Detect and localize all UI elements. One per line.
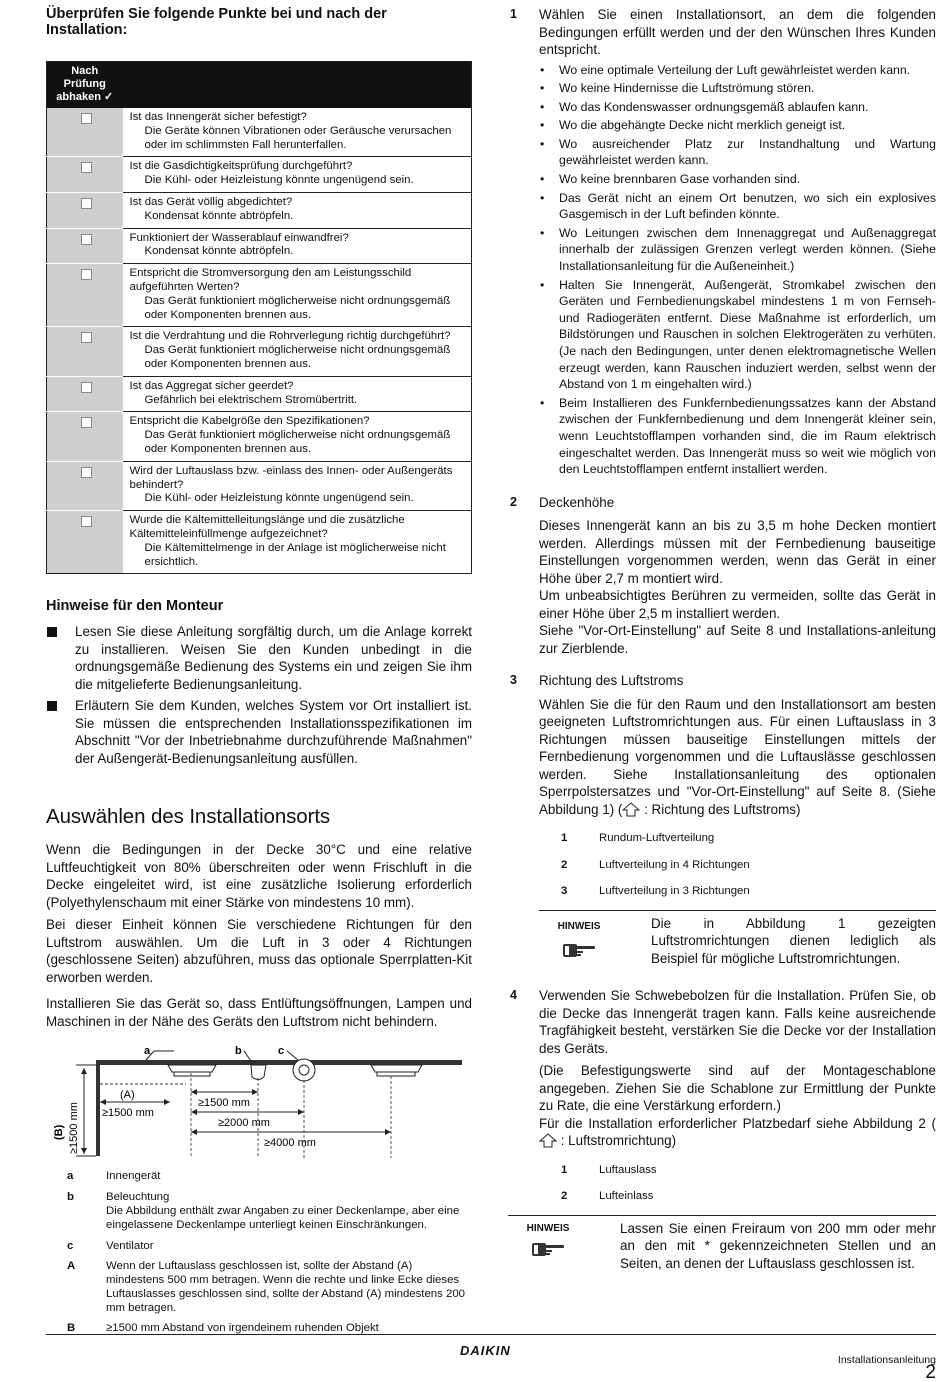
checklist-answer: Das Gerät funktioniert möglicherweise nicht ordnungsgemäß oder Komponenten brennen aus. <box>144 344 451 370</box>
bullet-list <box>539 62 936 478</box>
checklist-question: Entspricht die Kabelgröße den Spezifikationen? <box>129 415 370 428</box>
list-item: 2 Lufteinlass <box>561 1190 654 1203</box>
note-label: HINWEIS <box>557 920 601 932</box>
legend-row: B ≥1500 mm Abstand von irgendeinem ruhenden Objekt <box>67 1322 379 1335</box>
airflow-arrow-icon <box>539 1133 557 1148</box>
pointing-hand-icon <box>530 1240 566 1258</box>
note-label: HINWEIS <box>526 1222 570 1234</box>
bullet-item: • Wo ausreichender Platz zur Instandhaltung und Wartung gewährleistet werden kann. <box>539 136 936 169</box>
checklist-question: Ist das Gerät völlig abgedichtet? <box>129 195 293 208</box>
diagram-dim-4000: ≥4000 mm <box>264 1137 316 1150</box>
clearance-diagram-svg <box>46 1040 472 1158</box>
list-item: 1 Rundum-Luftverteilung <box>561 832 715 845</box>
checklist-row <box>47 108 472 157</box>
legend-row: c Ventilator <box>67 1239 154 1252</box>
bullet-item: • Wo eine optimale Verteilung der Luft gewährleistet werden kann. <box>539 62 936 79</box>
checklist-header: Nach Prüfung abhaken ✓ <box>47 62 123 109</box>
footer-label: Installationsanleitung <box>837 1354 936 1366</box>
square-bullet-icon <box>47 627 57 637</box>
checklist-row <box>47 376 472 412</box>
checkbox[interactable] <box>81 113 92 124</box>
checklist-title: Überprüfen Sie folgende Punkte bei und nach der Installation: <box>46 6 387 38</box>
checklist-answer: Das Gerät funktioniert möglicherweise nicht ordnungsgemäß oder Komponenten brennen aus. <box>144 294 451 321</box>
diagram-dim-B: ≥1500 mm <box>68 1102 80 1155</box>
hinweise-item: Lesen Sie diese Anleitung sorgfältig durch, um die Anlage korrekt zu installieren. Weisen Sie den Kunden unbedingt in die ordnungsgemäße Bedienung des Systems ein und zeigen Sie ihm die mitgelieferte Bedienungsanleitung. <box>46 623 472 693</box>
checklist-row <box>47 157 472 193</box>
checklist-answer: Kondensat könnte abtröpfeln. <box>144 209 294 222</box>
checklist-question: Ist die Verdrahtung und die Rohrverlegung richtig durchgeführt? <box>129 330 451 343</box>
diagram-dim-1500: ≥1500 mm <box>198 1097 250 1110</box>
checklist-row <box>47 511 472 574</box>
right-column <box>508 6 936 1272</box>
checkbox[interactable] <box>81 417 92 428</box>
checklist-row <box>47 228 472 264</box>
numbered-item-2: 2 Deckenhöhe Dieses Innengerät kann an bis zu 3,5 m hohe Decken montiert werden. Allerdings müssen mit der Fernbedienung bauseitige Einstellungen vorgenommen werden, wenn das Gerät in einer Höhe über 2,7 m montiert wird. Um unbeabsichtigtes Berühren zu vermeiden, sollte das Gerät in einer Höhe über 2,5 m installiert werden. Siehe "Vor-Ort-Einstellung" auf Seite 8 und Installations-anleitung zur Zierblende. <box>510 494 936 656</box>
numbered-item-4: 4 Verwenden Sie Schwebebolzen für die Installation. Prüfen Sie, ob die Decke das Innengerät tragen kann. Falls keine ausreichende Tragfähigkeit besteht, verstärken Sie die Decke vor der Installation des Geräts. (Die Befestigungswerte sind auf der Montageschablone angegeben. Ziehen Sie die Schablone zur Ermittlung der Punkte zu Rate, die eine Verstärkung erfordern.) Für die Installation erforderlicher Platzbedarf siehe Abbildung 2 ( : Luftstromrichtung) 1 Luftauslass 2 Lufteinlass <box>508 987 936 1206</box>
airflow-arrow-icon <box>622 802 640 817</box>
hinweise-title: Hinweise für den Monteur <box>46 598 224 615</box>
checkbox[interactable] <box>81 467 92 478</box>
legend-row: a Innengerät <box>67 1170 161 1183</box>
diagram-label-b: b <box>235 1045 242 1058</box>
daikin-logo: DAIKIN <box>460 1343 511 1358</box>
diagram-dim-A: ≥1500 mm <box>102 1107 154 1120</box>
checklist-question: Ist die Gasdichtigkeitsprüfung durchgeführt? <box>129 160 353 173</box>
bullet-item: • Wo keine brennbaren Gase vorhanden sind. <box>539 171 936 188</box>
checklist-answer: Die Kühl- oder Heizleistung könnte ungenügend sein. <box>144 174 414 187</box>
checklist-answer: Gefährlich bei elektrischem Stromübertritt. <box>144 393 358 406</box>
checklist-question: Wurde die Kältemittelleitungslänge und die zusätzliche Kältemitteleinfüllmenge aufgezeichnet? <box>129 514 405 540</box>
checklist-question: Wird der Luftauslass bzw. -einlass des Innen- oder Außengeräts behindert? <box>129 464 453 491</box>
bullet-item: • Beim Installieren des Funkfernbedienungssatzes kann der Abstand zwischen der Funkfernbedienung und dem Innengerät kleiner sein, wenn Leuchtstofflampen vorhanden sind, die im Raum elektrisch eingeschaltet werden. Das Innengerät muss so weit wie möglich von den Leuchtstofflampen entfernt installiert werden. <box>539 395 936 478</box>
list-item: 3 Luftverteilung in 3 Richtungen <box>561 885 750 898</box>
checklist-question: Ist das Innengerät sicher befestigt? <box>129 111 307 123</box>
installort-title: Auswählen des Installationsorts <box>46 805 331 829</box>
diagram-label-a: a <box>144 1045 151 1058</box>
checkbox[interactable] <box>81 269 92 280</box>
diagram-label-A: (A) <box>120 1089 135 1102</box>
diagram-label-B: (B) <box>53 1125 65 1141</box>
installort-paragraph: Wenn die Bedingungen in der Decke 30°C und eine relative Luftfeuchtigkeit von 80% überschreiten oder wenn Frischluft in die Decke eingeleitet wird, ist eine zusätzliche Isolierung erforderlich (Polyethylenschaum mit einer Stärke von mindestens 10 mm). <box>46 842 472 910</box>
space-list <box>539 1162 936 1206</box>
checklist-answer: Das Gerät funktioniert möglicherweise nicht ordnungsgemäß oder Komponenten brennen aus. <box>144 429 451 455</box>
checkbox[interactable] <box>81 516 92 527</box>
airflow-list <box>539 830 936 901</box>
page-number: 2 <box>925 1362 936 1382</box>
checkbox[interactable] <box>81 198 92 209</box>
numbered-item-3: 3 Richtung des Luftstroms Wählen Sie die für den Raum und den Installationsort am besten geeigneten Luftstromrichtungen aus. Für einen Luftauslass in 3 Richtungen müssen bauseitige Einstellungen mittels der Fernbedienung vorgenommen und die Luftauslässe geschlossen werden. Siehe Installationsanleitung des optionalen Sperrpolstersatzes und "Vor-Ort-Einstellung" auf Seite 8. (Siehe Abbildung 1) ( : Richtung des Luftstroms) 1 Rundum-Luftverteilung 2 Luftverteilung in 4 Richtungen 3 Luftverteilung in 3 Richtungen HINWEIS Die in Abbildung 1 gezeigten Luftstromrichtungen dienen lediglich als Beispiel für mögliche Luftstromrichtungen. <box>510 673 936 966</box>
checklist-answer: Kondensat könnte abtröpfeln. <box>144 245 294 258</box>
checklist-answer: Die Kühl- oder Heizleistung könnte ungenügend sein. <box>144 492 414 505</box>
checklist-question: Entspricht die Stromversorgung den am Leistungsschild aufgeführten Werten? <box>129 267 412 293</box>
square-bullet-icon <box>47 701 57 711</box>
installation-clearance-diagram <box>46 1040 472 1158</box>
installort-paragraph: Installieren Sie das Gerät so, dass Entlüftungsöffnungen, Lampen und Maschinen in der Nähe des Geräts den Luftstrom nicht behindern. <box>46 996 472 1029</box>
bullet-item: • Das Gerät nicht an einem Ort benutzen, wo sich ein explosives Gasgemisch in der Luft befinden könnte. <box>539 190 936 223</box>
list-item: 1 Luftauslass <box>561 1163 657 1176</box>
diagram-label-c: c <box>278 1045 285 1058</box>
checklist-row <box>47 461 472 510</box>
numbered-item-1: 1 Wählen Sie einen Installationsort, an dem die folgenden Bedingungen erfüllt werden und der den Wünschen Ihres Kunden entspricht. • Wo eine optimale Verteilung der Luft gewährleistet werden kann. • Wo keine Hindernisse die Luftströmung stören. • Wo das Kondenswasser ordnungsgemäß ablaufen kann. • Wo die abgehängte Decke nicht merklich geneigt ist. • Wo ausreichender Platz zur Instandhaltung und Wartung gewährleistet werden kann. • Wo keine brennbaren Gase vorhanden sind. • Das Gerät nicht an einem Ort benutzen, wo sich ein explosives Gasgemisch in der Luft befinden könnte. • Wo Leitungen zwischen dem Innenaggregat und Außenaggregat innerhalb der zulässigen Grenzen verlegt werden können. (Siehe Installationsanleitung für die Außeneinheit.) • Halten Sie Innengerät, Außengerät, Stromkabel zwischen den Geräten und Fernbedienungskabel mindestens 1 m von Fernseh- und Radiogeräten entfernt. Diese Maßnahme ist erforderlich, um Bildstörungen und Rauschen in solchen Elektrogeräten zu verhüten. (Je nach den Bedingungen, unter denen elektromagnetische Wellen erzeugt werden, kann Rauschen induziert werden, selbst wenn der Abstand von 1 m eingehalten wird.) • Beim Installieren des Funkfernbedienungssatzes kann der Abstand zwischen der Funkfernbedienung und dem Innengerät kleiner sein, wenn Leuchtstofflampen vorhanden sind, die im Raum elektrisch eingeschaltet werden. Das Innengerät muss so weit wie möglich von den Leuchtstofflampen entfernt installiert werden. <box>508 6 936 478</box>
pointing-hand-icon <box>561 941 597 959</box>
bullet-item: • Wo das Kondenswasser ordnungsgemäß ablaufen kann. <box>539 99 936 116</box>
note-text: Die in Abbildung 1 gezeigten Luftstromrichtungen dienen lediglich als Beispiel für mögliche Luftstromrichtungen. <box>651 915 936 966</box>
note-box <box>508 1215 936 1273</box>
footer-rule <box>46 1334 936 1335</box>
checklist-question: Ist das Aggregat sicher geerdet? <box>129 379 294 392</box>
list-item: 2 Luftverteilung in 4 Richtungen <box>561 858 750 871</box>
checklist-question: Funktioniert der Wasserablauf einwandfrei? <box>129 231 349 244</box>
note-box <box>539 910 936 968</box>
checklist-row <box>47 412 472 461</box>
checklist-row <box>47 264 472 327</box>
checklist-answer: Die Geräte können Vibrationen oder Geräusche verursachen oder im schlimmsten Fall herunterfallen. <box>144 124 452 151</box>
checklist-answer: Die Kältemittelmenge in der Anlage ist möglicherweise nicht ersichtlich. <box>144 541 446 568</box>
checklist-header-row <box>47 62 472 109</box>
left-column <box>46 6 472 1343</box>
installort-paragraph: Bei dieser Einheit können Sie verschiedene Richtungen für den Luftstrom auswählen. Um die Luft in 3 oder 4 Richtungen (geschlossene Seiten) abzuführen, muss das optionale Sperrplatten-Kit erworben werden. <box>46 917 472 985</box>
checklist-row <box>47 192 472 228</box>
checklist-table <box>46 61 472 574</box>
diagram-dim-2000: ≥2000 mm <box>218 1117 270 1130</box>
hinweise-item: Erläutern Sie dem Kunden, welches System vor Ort installiert ist. Sie müssen die entsprechenden Installationsspezifikationen im Abschnitt "Vor der Inbetriebnahme durchzuführende Maßnahmen" der Außengerät-Bedienungsanleitung ausfüllen. <box>46 697 472 767</box>
checkbox[interactable] <box>81 382 92 393</box>
note-text: Lassen Sie einen Freiraum von 200 mm oder mehr an den mit * gekennzeichneten Stellen und an Seiten, an denen der Luftauslass geschlossen ist. <box>620 1220 936 1271</box>
bullet-item: • Halten Sie Innengerät, Außengerät, Stromkabel zwischen den Geräten und Fernbedienungskabel mindestens 1 m von Fernseh- und Radiogeräten entfernt. Diese Maßnahme ist erforderlich, um Bildstörungen und Rauschen in solchen Elektrogeräten zu verhüten. (Je nach den Bedingungen, unter denen elektromagnetische Wellen erzeugt werden, kann Rauschen induziert werden, selbst wenn der Abstand von 1 m eingehalten wird.) <box>539 277 936 393</box>
checklist-row <box>47 327 472 376</box>
bullet-item: • Wo keine Hindernisse die Luftströmung stören. <box>539 80 936 97</box>
checkbox[interactable] <box>81 234 92 245</box>
checklist-header-blank <box>123 62 472 109</box>
checkbox[interactable] <box>81 162 92 173</box>
checkbox[interactable] <box>81 332 92 343</box>
bullet-item: • Wo Leitungen zwischen dem Innenaggregat und Außenaggregat innerhalb der zulässigen Grenzen verlegt werden können. (Siehe Installationsanleitung für die Außeneinheit.) <box>539 225 936 275</box>
legend-row: A Wenn der Luftauslass geschlossen ist, sollte der Abstand (A) mindestens 500 mm betragen. Wenn die rechte und linke Ecke dieses Luftauslasses geschlossen sind, sollte der Abstand (A) mindestens 200 mm betragen. <box>67 1260 466 1314</box>
diagram-legend <box>46 1170 472 1336</box>
bullet-item: • Wo die abgehängte Decke nicht merklich geneigt ist. <box>539 117 936 134</box>
legend-row: b Beleuchtung Die Abbildung enthält zwar Angaben zu einer Deckenlampe, aber eine eingelassene Deckenlampe unterliegt keinen Einschränkungen. <box>67 1191 460 1231</box>
